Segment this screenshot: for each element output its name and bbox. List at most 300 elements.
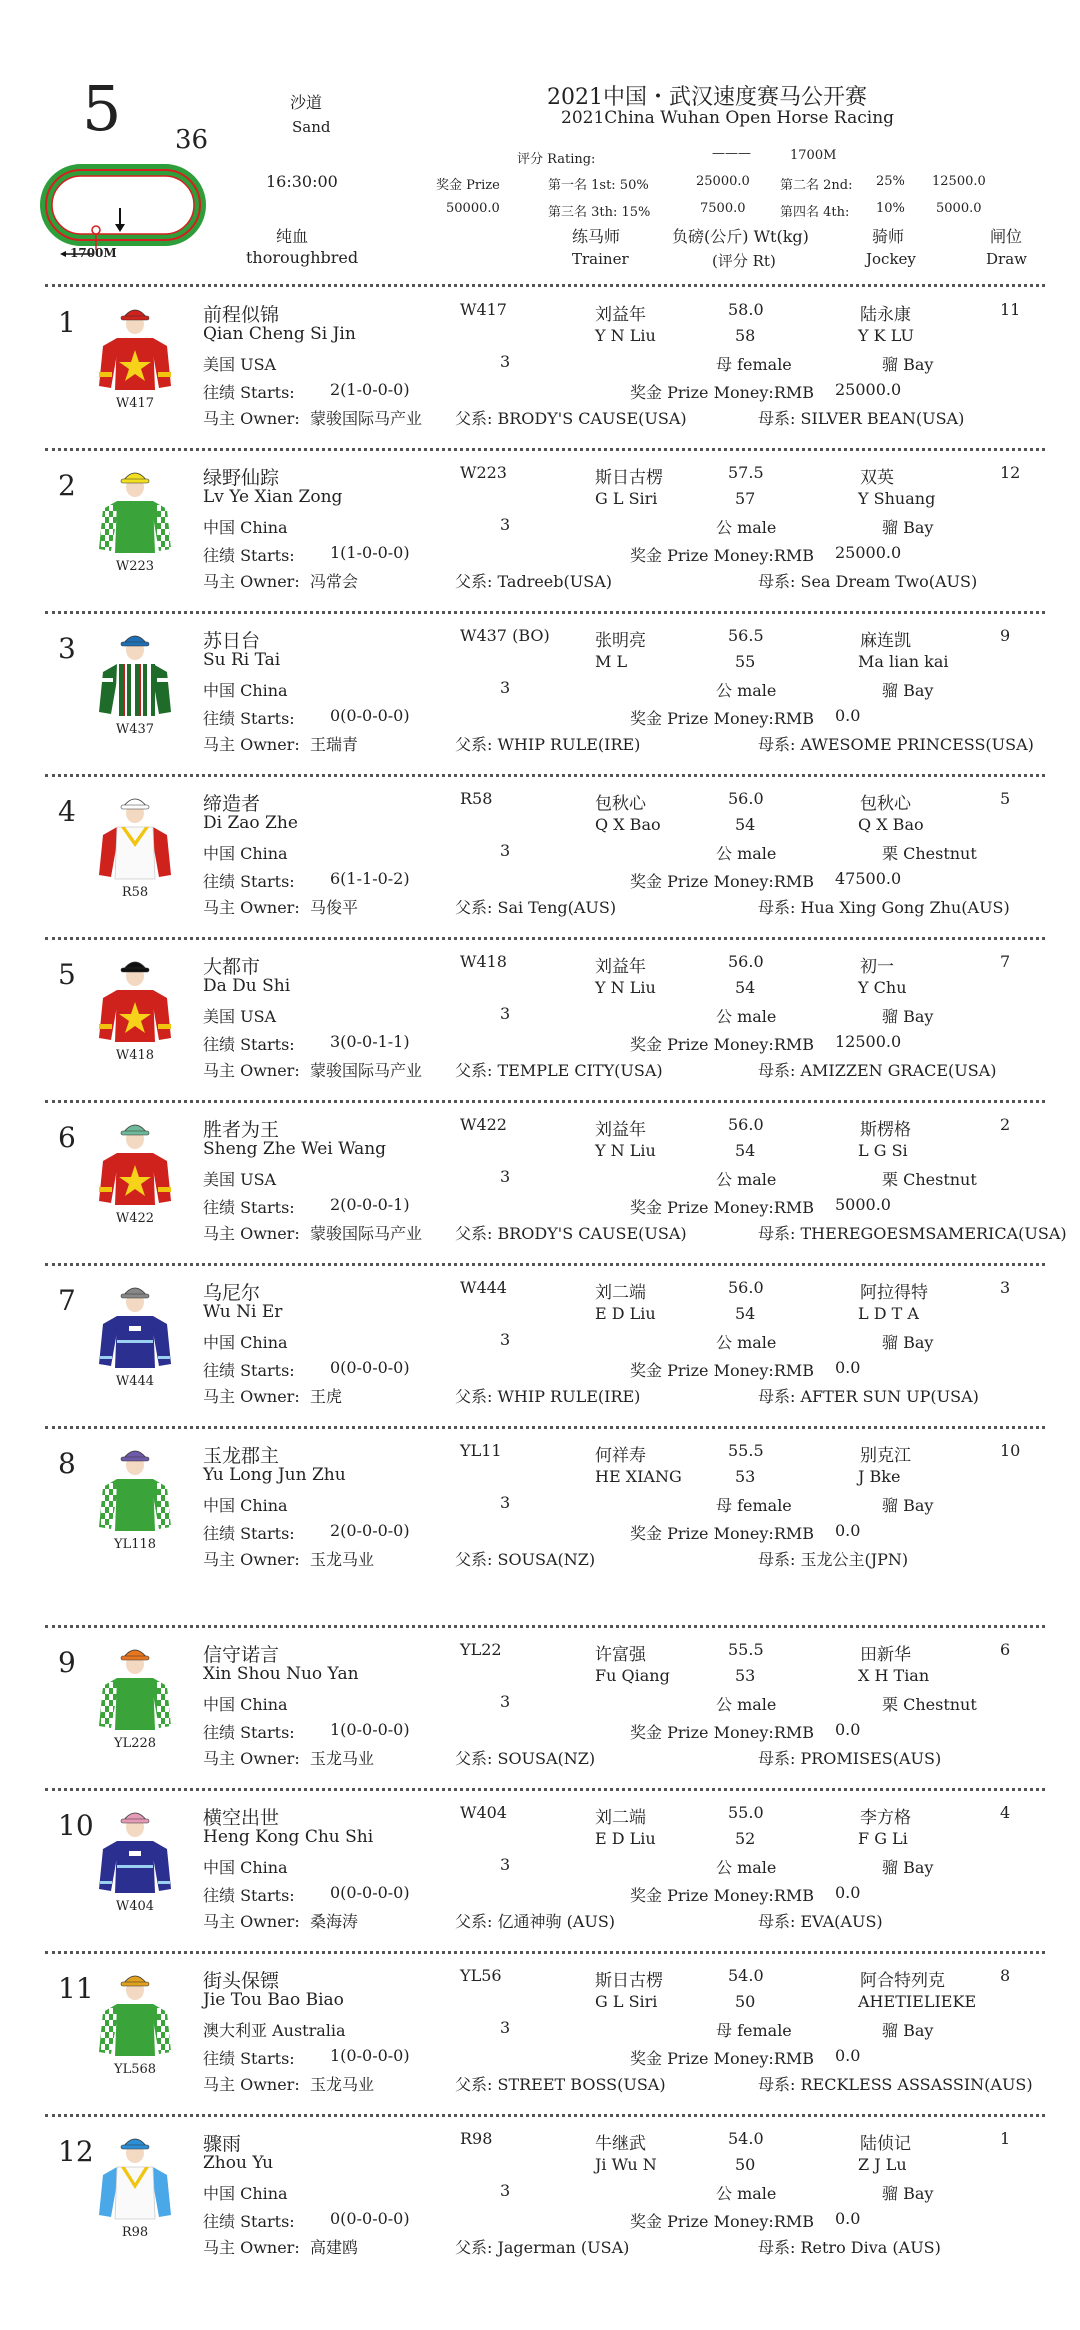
horse-number: 6 bbox=[58, 1121, 76, 1154]
silk-code: R98 bbox=[121, 2225, 149, 2240]
jockey-name-en: Y Shuang bbox=[858, 489, 936, 508]
horse-age: 3 bbox=[500, 1330, 511, 1349]
horse-age: 3 bbox=[500, 2181, 511, 2200]
horse-age: 3 bbox=[500, 1004, 511, 1023]
horse-weight: 54.0 bbox=[728, 1966, 764, 1985]
horse-code: W422 bbox=[460, 1115, 507, 1134]
horse-weight: 56.0 bbox=[728, 952, 764, 971]
jockey-name-en: X H Tian bbox=[858, 1666, 930, 1685]
jockey-name-en: AHETIELIEKE bbox=[858, 1992, 977, 2011]
prize-money-label: 奖金 Prize Money:RMB bbox=[630, 546, 815, 565]
jockey-silk-icon bbox=[95, 2131, 175, 2221]
horse-sex: 公 male bbox=[716, 2184, 777, 2203]
jockey-name-en: L D T A bbox=[858, 1304, 919, 1323]
horse-name-en: Zhou Yu bbox=[203, 2153, 274, 2173]
silk-code: W223 bbox=[115, 559, 155, 574]
trainer-name-cn: 刘二端 bbox=[595, 1808, 646, 1828]
prize-money-label: 奖金 Prize Money:RMB bbox=[630, 2212, 815, 2231]
col-trainer-en: Trainer bbox=[572, 250, 629, 268]
prize-label: 奖金 Prize bbox=[436, 178, 500, 193]
race-distance: 1700M bbox=[790, 148, 837, 163]
horse-owner: 蒙骏国际马产业 bbox=[310, 1224, 423, 1243]
horse-color: 骝 Bay bbox=[882, 518, 934, 537]
horse-draw: 5 bbox=[1000, 789, 1011, 808]
divider bbox=[45, 774, 1045, 777]
col-draw-cn: 闸位 bbox=[990, 227, 1023, 246]
horse-code: YL22 bbox=[460, 1640, 502, 1659]
trainer-name-cn: 刘益年 bbox=[595, 957, 646, 977]
horse-draw: 4 bbox=[1000, 1803, 1011, 1822]
horse-owner: 玉龙马业 bbox=[310, 1749, 375, 1768]
horse-sex: 公 male bbox=[716, 1007, 777, 1026]
horse-rating: 53 bbox=[735, 1467, 756, 1486]
horse-starts: 2(0-0-0-0) bbox=[330, 1521, 410, 1540]
horse-sire: 父系: Tadreeb(USA) bbox=[455, 572, 613, 591]
horse-number: 11 bbox=[58, 1972, 94, 2005]
jockey-name-en: Z J Lu bbox=[858, 2155, 907, 2174]
horse-rating: 53 bbox=[735, 1666, 756, 1685]
jockey-silk-icon bbox=[95, 1968, 175, 2058]
jockey-silk-icon bbox=[95, 1443, 175, 1533]
horse-code: W223 bbox=[460, 463, 507, 482]
horse-dam: 母系: Hua Xing Gong Zhu(AUS) bbox=[758, 898, 1010, 917]
jockey-name-en: J Bke bbox=[858, 1467, 901, 1486]
horse-name-cn: 街头保镖 bbox=[203, 1970, 280, 1992]
horse-sire: 父系: BRODY'S CAUSE(USA) bbox=[455, 1224, 687, 1243]
horse-owner: 马俊平 bbox=[310, 898, 359, 917]
race-time: 16:30:00 bbox=[266, 172, 338, 191]
silk-code: W444 bbox=[115, 1374, 155, 1389]
silk-code: YL568 bbox=[113, 2062, 157, 2077]
horse-weight: 56.0 bbox=[728, 789, 764, 808]
horse-origin: 中国 China bbox=[203, 1858, 288, 1877]
horse-owner: 桑海涛 bbox=[310, 1912, 359, 1931]
horse-dam: 母系: AMIZZEN GRACE(USA) bbox=[758, 1061, 997, 1080]
horse-starts: 6(1-1-0-2) bbox=[330, 869, 410, 888]
owner-label: 马主 Owner: bbox=[203, 2238, 300, 2257]
horse-rating: 54 bbox=[735, 815, 756, 834]
horse-number: 12 bbox=[58, 2135, 94, 2168]
prize-money-label: 奖金 Prize Money:RMB bbox=[630, 1198, 815, 1217]
horse-color: 骝 Bay bbox=[882, 1858, 934, 1877]
third-value: 7500.0 bbox=[700, 201, 746, 216]
horse-name-en: Heng Kong Chu Shi bbox=[203, 1827, 374, 1847]
horse-origin: 中国 China bbox=[203, 1496, 288, 1515]
horse-code: YL11 bbox=[460, 1441, 502, 1460]
horse-sex: 公 male bbox=[716, 844, 777, 863]
horse-weight: 58.0 bbox=[728, 300, 764, 319]
starts-label: 往绩 Starts: bbox=[203, 1361, 295, 1380]
horse-name-cn: 缔造者 bbox=[203, 793, 261, 815]
horse-prize: 0.0 bbox=[835, 1521, 861, 1540]
race-header bbox=[0, 0, 1080, 290]
divider bbox=[45, 1263, 1045, 1266]
horse-age: 3 bbox=[500, 515, 511, 534]
horse-owner: 蒙骏国际马产业 bbox=[310, 1061, 423, 1080]
horse-prize: 25000.0 bbox=[835, 380, 902, 399]
breed-cn: 纯血 bbox=[276, 227, 309, 246]
race-title-cn: 2021中国・武汉速度赛马公开赛 bbox=[547, 85, 867, 110]
horse-dam: 母系: Retro Diva (AUS) bbox=[758, 2238, 941, 2257]
horse-starts: 0(0-0-0-0) bbox=[330, 706, 410, 725]
divider bbox=[45, 284, 1045, 287]
horse-dam: 母系: AWESOME PRINCESS(USA) bbox=[758, 735, 1034, 754]
trainer-name-cn: 许富强 bbox=[595, 1645, 646, 1665]
horse-dam: 母系: PROMISES(AUS) bbox=[758, 1749, 942, 1768]
horse-dam: 母系: RECKLESS ASSASSIN(AUS) bbox=[758, 2075, 1033, 2094]
horse-prize: 0.0 bbox=[835, 2046, 861, 2065]
horse-age: 3 bbox=[500, 352, 511, 371]
horse-entry bbox=[0, 1115, 1080, 1275]
horse-sire: 父系: 亿通神驹 (AUS) bbox=[455, 1912, 616, 1931]
horse-number: 5 bbox=[58, 958, 76, 991]
horse-origin: 美国 USA bbox=[203, 355, 277, 374]
jockey-silk-icon bbox=[95, 791, 175, 881]
trainer-name-cn: 刘益年 bbox=[595, 305, 646, 325]
jockey-silk-icon bbox=[95, 1280, 175, 1370]
horse-entry bbox=[0, 463, 1080, 623]
second-value: 12500.0 bbox=[932, 174, 986, 189]
horse-color: 骝 Bay bbox=[882, 355, 934, 374]
divider bbox=[45, 2114, 1045, 2117]
horse-name-cn: 玉龙郡主 bbox=[203, 1445, 280, 1467]
horse-age: 3 bbox=[500, 1493, 511, 1512]
horse-entry bbox=[0, 1278, 1080, 1438]
horse-sire: 父系: SOUSA(NZ) bbox=[455, 1749, 596, 1768]
owner-label: 马主 Owner: bbox=[203, 1061, 300, 1080]
horse-origin: 中国 China bbox=[203, 681, 288, 700]
col-weight-cn: 负磅(公斤) Wt(kg) bbox=[672, 227, 809, 246]
horse-weight: 57.5 bbox=[728, 463, 764, 482]
horse-color: 骝 Bay bbox=[882, 2184, 934, 2203]
jockey-silk-icon bbox=[95, 465, 175, 555]
horse-origin: 中国 China bbox=[203, 2184, 288, 2203]
owner-label: 马主 Owner: bbox=[203, 898, 300, 917]
prize-money-label: 奖金 Prize Money:RMB bbox=[630, 383, 815, 402]
first-label: 第一名 1st: 50% bbox=[548, 178, 649, 193]
horse-number: 2 bbox=[58, 469, 76, 502]
horse-origin: 美国 USA bbox=[203, 1007, 277, 1026]
horse-number: 8 bbox=[58, 1447, 76, 1480]
horse-weight: 55.0 bbox=[728, 1803, 764, 1822]
horse-entry bbox=[0, 952, 1080, 1112]
owner-label: 马主 Owner: bbox=[203, 735, 300, 754]
horse-prize: 47500.0 bbox=[835, 869, 902, 888]
horse-name-cn: 骤雨 bbox=[203, 2133, 242, 2155]
horse-color: 骝 Bay bbox=[882, 1333, 934, 1352]
silk-code: R58 bbox=[121, 885, 149, 900]
jockey-name-en: Ma lian kai bbox=[858, 652, 949, 671]
jockey-name-cn: 斯楞格 bbox=[860, 1120, 911, 1140]
horse-prize: 0.0 bbox=[835, 2209, 861, 2228]
jockey-name-cn: 阿拉得特 bbox=[860, 1283, 928, 1303]
horse-starts: 1(1-0-0-0) bbox=[330, 543, 410, 562]
starts-label: 往绩 Starts: bbox=[203, 1524, 295, 1543]
horse-draw: 3 bbox=[1000, 1278, 1011, 1297]
fourth-value: 5000.0 bbox=[936, 201, 982, 216]
horse-owner: 高建鸥 bbox=[310, 2238, 359, 2257]
silk-code: YL228 bbox=[113, 1736, 157, 1751]
horse-number: 7 bbox=[58, 1284, 76, 1317]
horse-entry bbox=[0, 1640, 1080, 1800]
race-number: 5 bbox=[82, 72, 122, 145]
prize-money-label: 奖金 Prize Money:RMB bbox=[630, 1886, 815, 1905]
owner-label: 马主 Owner: bbox=[203, 2075, 300, 2094]
horse-rating: 54 bbox=[735, 978, 756, 997]
horse-number: 3 bbox=[58, 632, 76, 665]
horse-name-cn: 乌尼尔 bbox=[203, 1282, 261, 1304]
horse-entry bbox=[0, 1966, 1080, 2126]
horse-rating: 54 bbox=[735, 1304, 756, 1323]
horse-name-en: Da Du Shi bbox=[203, 976, 291, 996]
horse-name-cn: 胜者为王 bbox=[203, 1119, 280, 1141]
horse-dam: 母系: 玉龙公主(JPN) bbox=[758, 1550, 909, 1569]
owner-label: 马主 Owner: bbox=[203, 1387, 300, 1406]
jockey-name-cn: 阿合特列克 bbox=[860, 1971, 945, 1991]
breed-en: thoroughbred bbox=[246, 248, 359, 267]
horse-number: 10 bbox=[58, 1809, 94, 1842]
divider bbox=[45, 937, 1045, 940]
horse-sex: 母 female bbox=[716, 1496, 792, 1515]
horse-starts: 2(0-0-0-1) bbox=[330, 1195, 410, 1214]
rating-label: 评分 Rating: bbox=[517, 152, 596, 167]
col-jockey-en: Jockey bbox=[866, 250, 916, 268]
horse-name-en: Su Ri Tai bbox=[203, 650, 281, 670]
horse-weight: 55.5 bbox=[728, 1441, 764, 1460]
trainer-name-en: HE XIANG bbox=[595, 1467, 682, 1486]
horse-rating: 52 bbox=[735, 1829, 756, 1848]
horse-age: 3 bbox=[500, 678, 511, 697]
race-distance-num: 36 bbox=[175, 125, 209, 155]
horse-sire: 父系: WHIP RULE(IRE) bbox=[455, 1387, 641, 1406]
horse-origin: 中国 China bbox=[203, 1695, 288, 1714]
horse-sex: 公 male bbox=[716, 681, 777, 700]
horse-origin: 澳大利亚 Australia bbox=[203, 2021, 346, 2040]
jockey-name-cn: 田新华 bbox=[860, 1645, 911, 1665]
trainer-name-en: Y N Liu bbox=[595, 978, 656, 997]
horse-sire: 父系: WHIP RULE(IRE) bbox=[455, 735, 641, 754]
horse-age: 3 bbox=[500, 1855, 511, 1874]
horse-draw: 1 bbox=[1000, 2129, 1011, 2148]
jockey-name-en: Y K LU bbox=[858, 326, 914, 345]
horse-prize: 0.0 bbox=[835, 1883, 861, 1902]
horse-draw: 2 bbox=[1000, 1115, 1011, 1134]
jockey-silk-icon bbox=[95, 1117, 175, 1207]
horse-sex: 公 male bbox=[716, 518, 777, 537]
jockey-silk-icon bbox=[95, 954, 175, 1044]
jockey-name-cn: 别克江 bbox=[860, 1446, 911, 1466]
divider bbox=[45, 1100, 1045, 1103]
horse-draw: 6 bbox=[1000, 1640, 1011, 1659]
horse-owner: 冯常会 bbox=[310, 572, 359, 591]
col-trainer-cn: 练马师 bbox=[572, 227, 621, 246]
prize-money-label: 奖金 Prize Money:RMB bbox=[630, 1361, 815, 1380]
silk-code: W418 bbox=[115, 1048, 155, 1063]
prize-money-label: 奖金 Prize Money:RMB bbox=[630, 709, 815, 728]
horse-owner: 玉龙马业 bbox=[310, 1550, 375, 1569]
horse-color: 骝 Bay bbox=[882, 2021, 934, 2040]
prize-total: 50000.0 bbox=[446, 201, 500, 216]
horse-number: 4 bbox=[58, 795, 76, 828]
silk-code: W422 bbox=[115, 1211, 155, 1226]
jockey-name-cn: 陆侦记 bbox=[860, 2134, 911, 2154]
horse-weight: 56.0 bbox=[728, 1115, 764, 1134]
horse-code: W437 (BO) bbox=[460, 626, 550, 645]
jockey-name-cn: 包秋心 bbox=[860, 794, 911, 814]
horse-code: W417 bbox=[460, 300, 507, 319]
jockey-silk-icon bbox=[95, 1642, 175, 1732]
horse-name-en: Wu Ni Er bbox=[203, 1302, 283, 1322]
horse-color: 骝 Bay bbox=[882, 1496, 934, 1515]
starts-label: 往绩 Starts: bbox=[203, 872, 295, 891]
horse-starts: 0(0-0-0-0) bbox=[330, 1358, 410, 1377]
jockey-name-en: L G Si bbox=[858, 1141, 908, 1160]
trainer-name-cn: 何祥寿 bbox=[595, 1446, 646, 1466]
horse-age: 3 bbox=[500, 2018, 511, 2037]
horse-color: 骝 Bay bbox=[882, 681, 934, 700]
horse-name-en: Yu Long Jun Zhu bbox=[203, 1465, 346, 1485]
horse-sire: 父系: SOUSA(NZ) bbox=[455, 1550, 596, 1569]
horse-sex: 公 male bbox=[716, 1858, 777, 1877]
jockey-silk-icon bbox=[95, 302, 175, 392]
horse-rating: 50 bbox=[735, 1992, 756, 2011]
horse-dam: 母系: THEREGOESMSAMERICA(USA) bbox=[758, 1224, 1067, 1243]
horse-age: 3 bbox=[500, 1167, 511, 1186]
horse-sex: 公 male bbox=[716, 1170, 777, 1189]
trainer-name-en: M L bbox=[595, 652, 628, 671]
horse-weight: 55.5 bbox=[728, 1640, 764, 1659]
horse-origin: 美国 USA bbox=[203, 1170, 277, 1189]
first-value: 25000.0 bbox=[696, 174, 750, 189]
third-label: 第三名 3th: 15% bbox=[548, 205, 651, 220]
horse-origin: 中国 China bbox=[203, 1333, 288, 1352]
horse-name-en: Xin Shou Nuo Yan bbox=[203, 1664, 359, 1684]
horse-weight: 56.0 bbox=[728, 1278, 764, 1297]
jockey-name-cn: 陆永康 bbox=[860, 305, 911, 325]
jockey-silk-icon bbox=[95, 1805, 175, 1895]
horse-weight: 56.5 bbox=[728, 626, 764, 645]
horse-entry bbox=[0, 626, 1080, 786]
col-weight-en: (评分 Rt) bbox=[712, 252, 776, 270]
horse-rating: 54 bbox=[735, 1141, 756, 1160]
silk-code: W417 bbox=[115, 396, 155, 411]
col-draw-en: Draw bbox=[986, 250, 1027, 268]
horse-age: 3 bbox=[500, 1692, 511, 1711]
horse-owner: 王虎 bbox=[310, 1387, 343, 1406]
horse-name-cn: 前程似锦 bbox=[203, 304, 280, 326]
jockey-silk-icon bbox=[95, 628, 175, 718]
starts-label: 往绩 Starts: bbox=[203, 2212, 295, 2231]
divider bbox=[45, 1625, 1045, 1628]
trainer-name-en: Fu Qiang bbox=[595, 1666, 670, 1685]
horse-draw: 10 bbox=[1000, 1441, 1021, 1460]
horse-number: 9 bbox=[58, 1646, 76, 1679]
horse-name-en: Lv Ye Xian Zong bbox=[203, 487, 343, 507]
horse-sex: 母 female bbox=[716, 2021, 792, 2040]
starts-label: 往绩 Starts: bbox=[203, 1886, 295, 1905]
horse-name-cn: 信守诺言 bbox=[203, 1644, 280, 1666]
horse-color: 栗 Chestnut bbox=[882, 1695, 977, 1714]
owner-label: 马主 Owner: bbox=[203, 572, 300, 591]
trainer-name-en: Q X Bao bbox=[595, 815, 661, 834]
horse-sex: 公 male bbox=[716, 1695, 777, 1714]
horse-dam: 母系: Sea Dream Two(AUS) bbox=[758, 572, 978, 591]
prize-money-label: 奖金 Prize Money:RMB bbox=[630, 872, 815, 891]
horse-entry bbox=[0, 2129, 1080, 2289]
horse-color: 栗 Chestnut bbox=[882, 844, 977, 863]
horse-starts: 1(0-0-0-0) bbox=[330, 2046, 410, 2065]
horse-dam: 母系: AFTER SUN UP(USA) bbox=[758, 1387, 979, 1406]
horse-dam: 母系: SILVER BEAN(USA) bbox=[758, 409, 965, 428]
owner-label: 马主 Owner: bbox=[203, 1912, 300, 1931]
fourth-pct: 10% bbox=[876, 201, 905, 216]
second-pct: 25% bbox=[876, 174, 905, 189]
horse-sire: 父系: STREET BOSS(USA) bbox=[455, 2075, 666, 2094]
horse-sire: 父系: TEMPLE CITY(USA) bbox=[455, 1061, 663, 1080]
prize-money-label: 奖金 Prize Money:RMB bbox=[630, 1035, 815, 1054]
divider bbox=[45, 1788, 1045, 1791]
horse-code: W404 bbox=[460, 1803, 507, 1822]
divider bbox=[45, 1951, 1045, 1954]
horse-draw: 12 bbox=[1000, 463, 1021, 482]
col-jockey-cn: 骑师 bbox=[872, 227, 905, 246]
horse-name-en: Sheng Zhe Wei Wang bbox=[203, 1139, 387, 1159]
trainer-name-en: Y N Liu bbox=[595, 326, 656, 345]
starts-label: 往绩 Starts: bbox=[203, 709, 295, 728]
horse-weight: 54.0 bbox=[728, 2129, 764, 2148]
race-title-en: 2021China Wuhan Open Horse Racing bbox=[561, 108, 895, 128]
horse-color: 骝 Bay bbox=[882, 1007, 934, 1026]
horse-owner: 蒙骏国际马产业 bbox=[310, 409, 423, 428]
horse-sex: 母 female bbox=[716, 355, 792, 374]
horse-entry bbox=[0, 300, 1080, 460]
owner-label: 马主 Owner: bbox=[203, 1749, 300, 1768]
silk-code: YL118 bbox=[113, 1537, 157, 1552]
horse-origin: 中国 China bbox=[203, 518, 288, 537]
jockey-name-en: Q X Bao bbox=[858, 815, 924, 834]
jockey-name-en: Y Chu bbox=[858, 978, 907, 997]
horse-prize: 0.0 bbox=[835, 1720, 861, 1739]
horse-owner: 玉龙马业 bbox=[310, 2075, 375, 2094]
horse-number: 1 bbox=[58, 306, 76, 339]
owner-label: 马主 Owner: bbox=[203, 409, 300, 428]
prize-money-label: 奖金 Prize Money:RMB bbox=[630, 1723, 815, 1742]
track-en: Sand bbox=[292, 118, 331, 136]
trainer-name-en: E D Liu bbox=[595, 1829, 656, 1848]
horse-code: W444 bbox=[460, 1278, 507, 1297]
silk-code: W404 bbox=[115, 1899, 155, 1914]
horse-name-cn: 大都市 bbox=[203, 956, 261, 978]
horse-color: 栗 Chestnut bbox=[882, 1170, 977, 1189]
horse-age: 3 bbox=[500, 841, 511, 860]
horse-name-en: Di Zao Zhe bbox=[203, 813, 298, 833]
horse-starts: 3(0-0-1-1) bbox=[330, 1032, 410, 1051]
horse-code: W418 bbox=[460, 952, 507, 971]
horse-code: R58 bbox=[460, 789, 493, 808]
horse-origin: 中国 China bbox=[203, 844, 288, 863]
divider bbox=[45, 448, 1045, 451]
horse-entry bbox=[0, 1803, 1080, 1963]
horse-dam: 母系: EVA(AUS) bbox=[758, 1912, 883, 1931]
trainer-name-en: Y N Liu bbox=[595, 1141, 656, 1160]
starts-label: 往绩 Starts: bbox=[203, 2049, 295, 2068]
divider bbox=[45, 1426, 1045, 1429]
horse-name-en: Jie Tou Bao Biao bbox=[203, 1990, 344, 2010]
fourth-label: 第四名 4th: bbox=[780, 205, 850, 220]
trainer-name-cn: 斯日古楞 bbox=[595, 468, 663, 488]
starts-label: 往绩 Starts: bbox=[203, 1198, 295, 1217]
prize-money-label: 奖金 Prize Money:RMB bbox=[630, 1524, 815, 1543]
